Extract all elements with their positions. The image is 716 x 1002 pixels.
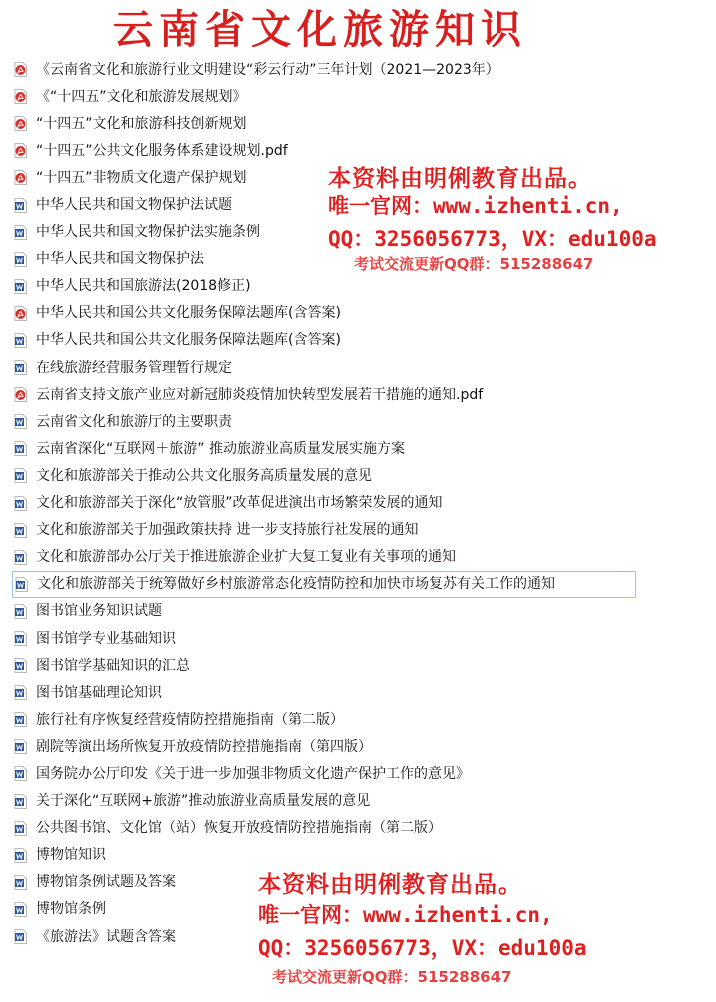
file-item[interactable] xyxy=(12,408,636,435)
file-name: “十四五”非物质文化遗产保护规划 xyxy=(36,169,247,186)
word-icon xyxy=(14,739,27,754)
file-item[interactable] xyxy=(12,706,636,733)
word-icon xyxy=(14,360,27,375)
file-item[interactable] xyxy=(12,625,636,652)
promo-line-qq-group: 考试交流更新QQ群：515288647 xyxy=(272,968,512,986)
file-item[interactable] xyxy=(12,56,636,83)
promo-line-producer: 本资料由明俐教育出品。 xyxy=(328,166,592,192)
file-item[interactable] xyxy=(12,517,636,544)
file-name: “十四五”文化和旅游科技创新规划 xyxy=(36,115,247,132)
word-icon xyxy=(14,875,27,890)
page-title: 云南省文化旅游知识 xyxy=(113,6,527,53)
file-item[interactable] xyxy=(12,598,636,625)
word-icon xyxy=(14,414,27,429)
word-icon xyxy=(14,252,27,267)
promo-line-producer: 本资料由明俐教育出品。 xyxy=(258,872,522,898)
pdf-icon xyxy=(14,89,27,104)
word-icon xyxy=(14,198,27,213)
file-name: 文化和旅游部关于加强政策扶持 进一步支持旅行社发展的通知 xyxy=(36,522,419,539)
file-name: 国务院办公厅印发《关于进一步加强非物质文化遗产保护工作的意见》 xyxy=(36,765,470,782)
word-icon xyxy=(14,848,27,863)
file-name: 文化和旅游部关于统筹做好乡村旅游常态化疫情防控和加快市场复苏有关工作的通知 xyxy=(37,576,555,593)
file-name: 中华人民共和国公共文化服务保障法题库(含答案) xyxy=(36,305,341,322)
word-icon xyxy=(14,766,27,781)
word-icon xyxy=(14,441,27,456)
word-icon xyxy=(14,821,27,836)
word-icon xyxy=(14,658,27,673)
word-icon xyxy=(14,929,27,944)
file-name: 图书馆基础理论知识 xyxy=(36,684,162,701)
file-item[interactable] xyxy=(12,679,636,706)
promo-line-contact: QQ：3256056773，VX：edu100a xyxy=(258,936,587,960)
file-name: 中华人民共和国文物保护法试题 xyxy=(36,197,232,214)
file-name: 图书馆业务知识试题 xyxy=(36,603,162,620)
file-name: 《旅游法》试题含答案 xyxy=(36,928,176,945)
pdf-icon xyxy=(14,170,27,185)
pdf-icon xyxy=(14,116,27,131)
word-icon xyxy=(14,279,27,294)
word-icon xyxy=(14,333,27,348)
word-icon xyxy=(14,225,27,240)
file-name: 图书馆学专业基础知识 xyxy=(36,630,176,647)
file-name: 云南省支持文旅产业应对新冠肺炎疫情加快转型发展若干措施的通知.pdf xyxy=(36,386,484,403)
word-icon xyxy=(14,523,27,538)
file-name: 中华人民共和国文物保护法实施条例 xyxy=(36,224,260,241)
file-name: 关于深化“互联网+旅游”推动旅游业高质量发展的意见 xyxy=(36,793,371,810)
file-item[interactable] xyxy=(12,733,636,760)
file-item[interactable] xyxy=(12,815,636,842)
file-item[interactable] xyxy=(12,462,636,489)
file-name: 《云南省文化和旅游行业文明建设“彩云行动”三年计划（2021—2023年） xyxy=(36,61,500,78)
file-name: 公共图书馆、文化馆（站）恢复开放疫情防控措施指南（第二版） xyxy=(36,820,442,837)
word-icon xyxy=(14,794,27,809)
file-name: 文化和旅游部关于深化“放管服”改革促进演出市场繁荣发展的通知 xyxy=(36,495,443,512)
pdf-icon xyxy=(14,143,27,158)
file-item[interactable] xyxy=(12,490,636,517)
file-item[interactable] xyxy=(12,381,636,408)
file-item[interactable] xyxy=(12,544,636,571)
promo-line-website: 唯一官网：www.izhenti.cn, xyxy=(328,194,623,218)
word-icon xyxy=(14,496,27,511)
word-icon xyxy=(14,902,27,917)
word-icon xyxy=(14,631,27,646)
file-name: 博物馆条例试题及答案 xyxy=(36,874,176,891)
file-item[interactable] xyxy=(12,842,636,869)
file-name: 剧院等演出场所恢复开放疫情防控措施指南（第四版） xyxy=(36,738,372,755)
promo-line-qq-group: 考试交流更新QQ群：515288647 xyxy=(354,255,594,273)
word-icon xyxy=(15,577,28,592)
pdf-icon xyxy=(14,387,27,402)
word-icon xyxy=(14,604,27,619)
file-name: 云南省文化和旅游厅的主要职责 xyxy=(36,413,232,430)
file-name: 文化和旅游部办公厅关于推进旅游企业扩大复工复业有关事项的通知 xyxy=(36,549,456,566)
file-name: 中华人民共和国旅游法(2018修正) xyxy=(36,278,251,295)
file-name: 中华人民共和国文物保护法 xyxy=(36,251,204,268)
file-name: 《“十四五”文化和旅游发展规划》 xyxy=(36,88,247,105)
file-item[interactable] xyxy=(12,110,636,137)
file-name: 文化和旅游部关于推动公共文化服务高质量发展的意见 xyxy=(36,467,372,484)
file-name: “十四五”公共文化服务体系建设规划.pdf xyxy=(36,142,288,159)
file-name: 旅行社有序恢复经营疫情防控措施指南（第二版） xyxy=(36,711,344,728)
file-item[interactable] xyxy=(12,83,636,110)
file-item[interactable] xyxy=(12,327,636,354)
promo-line-website: 唯一官网：www.izhenti.cn, xyxy=(258,903,553,927)
file-item[interactable] xyxy=(12,273,636,300)
file-item[interactable] xyxy=(12,652,636,679)
file-item[interactable] xyxy=(12,760,636,787)
file-name: 在线旅游经营服务管理暂行规定 xyxy=(36,359,232,376)
file-item[interactable] xyxy=(12,571,636,598)
promo-watermark-top xyxy=(328,160,657,275)
word-icon xyxy=(14,550,27,565)
file-name: 博物馆知识 xyxy=(36,847,106,864)
pdf-icon xyxy=(14,306,27,321)
file-item[interactable] xyxy=(12,354,636,381)
promo-line-contact: QQ：3256056773，VX：edu100a xyxy=(328,227,657,251)
file-item[interactable] xyxy=(12,300,636,327)
pdf-icon xyxy=(14,62,27,77)
word-icon xyxy=(14,468,27,483)
file-name: 中华人民共和国公共文化服务保障法题库(含答案) xyxy=(36,332,341,349)
file-item[interactable] xyxy=(12,435,636,462)
file-name: 图书馆学基础知识的汇总 xyxy=(36,657,190,674)
promo-watermark-bottom xyxy=(258,866,587,988)
file-item[interactable] xyxy=(12,788,636,815)
file-name: 博物馆条例 xyxy=(36,901,106,918)
file-name: 云南省深化“互联网＋旅游” 推动旅游业高质量发展实施方案 xyxy=(36,440,405,457)
word-icon xyxy=(14,685,27,700)
word-icon xyxy=(14,712,27,727)
